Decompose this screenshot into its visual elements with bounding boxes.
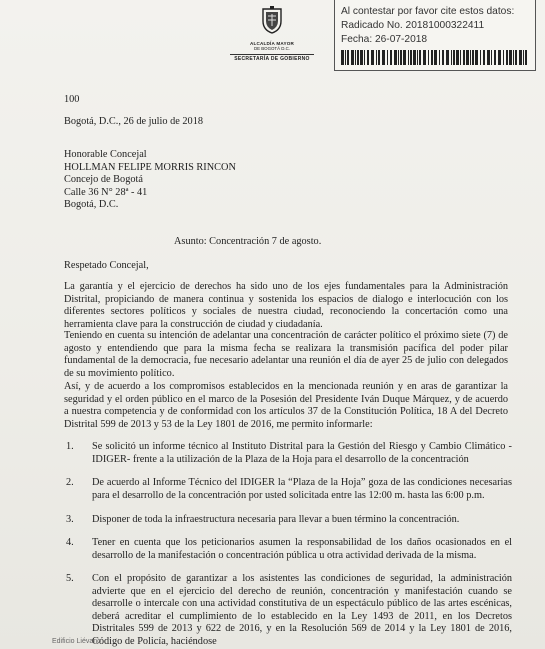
recipient-name: HOLLMAN FELIPE MORRIS RINCON — [64, 161, 236, 173]
list-item — [66, 441, 512, 466]
recipient-title: Honorable Concejal — [64, 149, 147, 160]
paragraph-1: La garantía y el ejercicio de derechos ha sido uno de los ejes fundamentales para la Administración Distrital, propiciando de manera continua y sostenida los espacios de dialogo e interlocución con los diferentes sectores políticos y sociales de nuestra ciudad, reconociendo la concertación como una herramienta clave para la construcción de ciudad y ciudadanía. — [64, 281, 508, 330]
recipient-city: Bogotá, D.C. — [64, 199, 119, 211]
barcode-icon — [341, 50, 527, 65]
recipient-org: Concejo de Bogotá — [64, 174, 143, 186]
radicado-stamp — [334, 0, 536, 71]
list-item-text: De acuerdo al Informe Técnico del IDIGER la “Plaza de la Hoja” goza de las condiciones necesarias para el desarrollo de la concentración por usted solicitada entre las 12:00 m. hasta las 6:00 p.m. — [92, 477, 512, 501]
list-item-text: Disponer de toda la infraestructura necesaria para llevar a buen término la concentración. — [92, 514, 460, 525]
recipient-block — [64, 149, 236, 212]
logo-city: DE BOGOTÁ D.C. — [253, 46, 291, 51]
logo-secretaria: SECRETARÍA DE GOBIERNO — [234, 56, 310, 62]
list-item-number: 5. — [66, 573, 74, 584]
stamp-fecha: Fecha: 26-07-2018 — [341, 34, 428, 45]
list-item-text: Se solicitó un informe técnico al Instituto Distrital para la Gestión del Riesgo y Cambio Climático - IDIGER- frente a la utilización de la Plaza de la Hoja para el desarrollo de la concentración — [92, 441, 512, 465]
paragraph-2: Teniendo en cuenta su intención de adelantar una concentración de carácter político el próximo siete (7) de agosto y entendiendo que para la misma fecha se realizara la transmisión pacífica del poder pilar fundamental de la democracia, fue necesario adelantar una reunión el día de ayer 25 de julio con delegados de su movimiento político. — [64, 330, 508, 379]
logo-divider — [230, 54, 314, 55]
list-item — [66, 537, 512, 562]
list-item — [66, 514, 512, 527]
subject-line: Asunto: Concentración 7 de agosto. — [174, 236, 322, 247]
logo-name: ALCALDÍA MAYOR — [249, 41, 295, 46]
footer-address: Edificio Liévano — [52, 638, 102, 645]
list-item-text: Tener en cuenta que los peticionarios asumen la responsabilidad de los daños ocasionados en el desarrollo de la manifestación o concentración pública u otra actividad derivada de la misma. — [92, 537, 512, 561]
office-code: 100 — [64, 94, 80, 105]
stamp-instruction: Al contestar por favor cite estos datos: — [341, 6, 515, 17]
list-item-number: 3. — [66, 514, 74, 525]
coat-of-arms-icon — [259, 6, 285, 34]
list-item-number: 1. — [66, 441, 74, 452]
place-date: Bogotá, D.C., 26 de julio de 2018 — [64, 116, 203, 127]
list-item-number: 4. — [66, 537, 74, 548]
bogota-logo — [230, 6, 314, 66]
salutation: Respetado Concejal, — [64, 260, 149, 271]
recipient-address: Calle 36 N° 28ª - 41 — [64, 186, 148, 198]
stamp-radicado: Radicado No. 20181000322411 — [341, 20, 485, 31]
paragraph-3: Así, y de acuerdo a los compromisos establecidos en la mencionada reunión y en aras de garantizar la seguridad y el orden público en el marco de la Posesión del Presidente Iván Duque Márquez, y de acuerdo a nuestra competencia y de conformidad con los artículos 37 de la Constitución Política, 18 A del Decreto Distrital 599 de 2013 y 53 de la Ley 1801 de 2016, me permito informarle: — [64, 381, 508, 430]
list-item — [66, 477, 512, 502]
list-item-text: Con el propósito de garantizar a los asistentes las condiciones de seguridad, la administración advierte que en el ejercicio del derecho de reunión, concentración y manifestación cuando se desarrolle o intercale con una actividad constitutiva de un espectáculo público de las artes escénicas, deberá acreditar el cumplimiento de lo establecido en la Ley 1493 de 2011, en los Decretos Distritales 599 de 2013 y 622 de 2016, y en la Resolución 569 de 2014 y la Ley 1801 de 2016, Código de Policía, haciéndose — [92, 573, 512, 647]
list-item-number: 2. — [66, 477, 74, 488]
